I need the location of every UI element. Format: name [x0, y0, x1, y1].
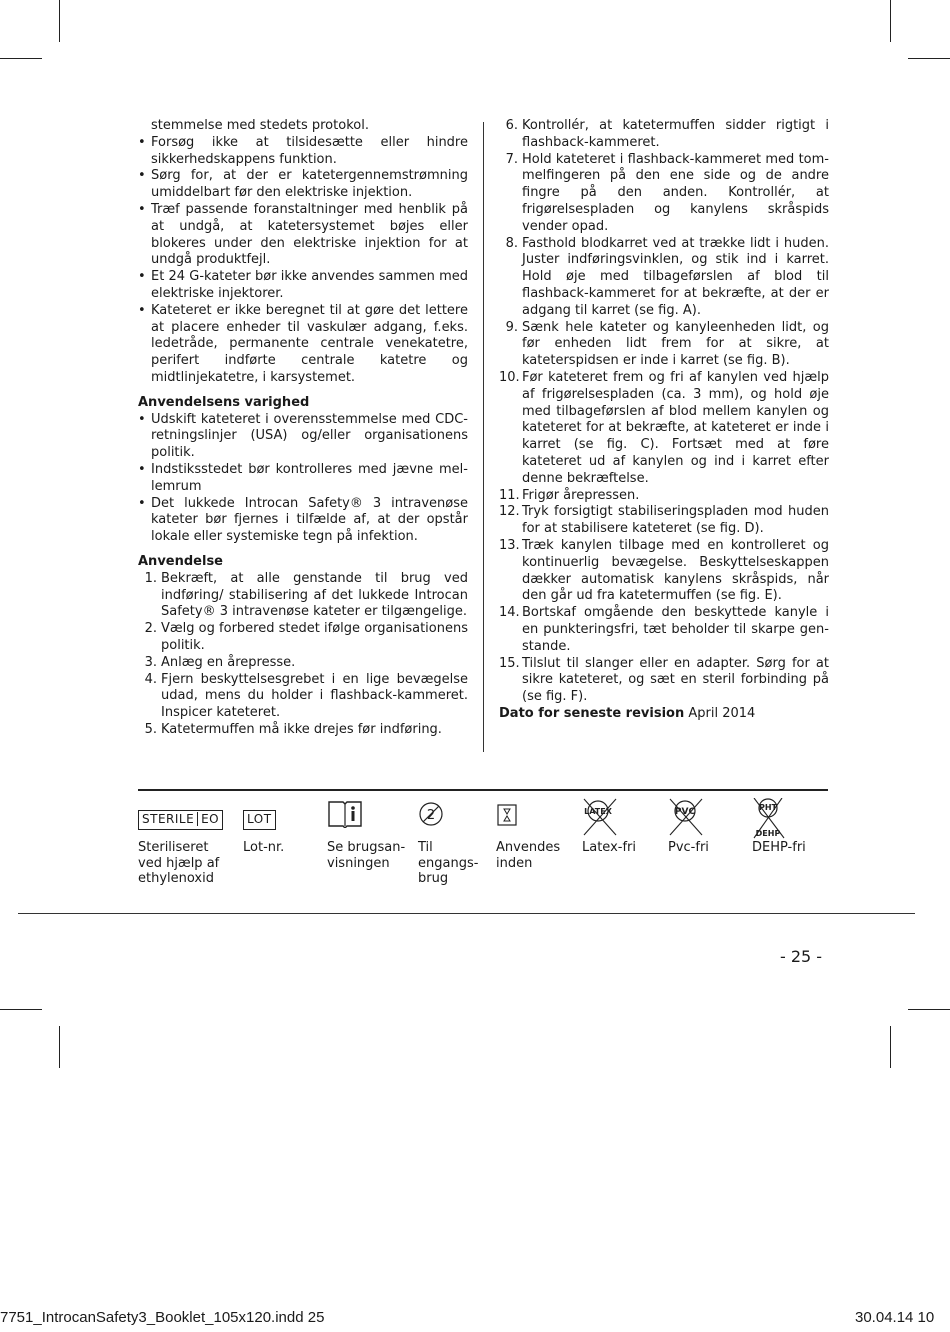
numbered-step: 14. Bortskaf omgående den beskyttede kanyle i en punkteringsfri, tæt beholder til skarpe genstande.: [499, 605, 829, 654]
numbered-step: 6. Kontrollér, at katetermuffen sidder rigtigt i flashback-kammeret.: [505, 118, 829, 150]
numbered-step: 11. Frigør årepressen.: [499, 487, 640, 503]
symbol-instructions: [327, 798, 409, 871]
symbol-caption: Se brugsan-visningen: [327, 840, 406, 871]
symbol-latex-free: [582, 798, 662, 856]
revision-date-line: [499, 706, 829, 723]
list-item: • Forsøg ikke at tilsidesætte eller hindre sikkerhedskappens funktion.: [138, 134, 468, 167]
list-item: • Sørg for, at der er katetergennemstrømning umiddelbart før den elektriske injektion.: [138, 168, 468, 201]
svg-text:LATEX: LATEX: [584, 807, 612, 816]
crop-mark: [908, 1009, 950, 1010]
dehp-free-icon: [752, 798, 788, 840]
right-column: [499, 118, 829, 723]
symbol-single-use: [418, 798, 496, 887]
numbered-step: 12. Tryk forsigtigt stabiliseringspladen mod huden for at stabilisere kateteret (se fig. D).: [499, 504, 829, 537]
symbols-top-rule: [138, 789, 828, 791]
do-not-reuse-icon: [418, 798, 446, 828]
symbol-caption: Pvc-fri: [668, 840, 709, 855]
list-item: • Et 24 G-kateter bør ikke anvendes sammen med elektriske injektorer.: [138, 269, 468, 301]
section-heading-use: Anvendelse: [138, 553, 223, 569]
svg-text:PVC: PVC: [674, 807, 696, 817]
crop-mark: [0, 58, 42, 59]
symbol-lot: [243, 798, 313, 856]
crop-mark: [908, 58, 950, 59]
symbol-use-by: [496, 798, 572, 871]
revision-date: April 2014: [688, 705, 756, 721]
symbol-caption: DEHP-fri: [752, 840, 806, 855]
numbered-step: 5. Katetermuffen må ikke drejes før indføring.: [144, 721, 442, 737]
crop-mark: [890, 0, 891, 42]
list-item: • Det lukkede Introcan Safety® 3 intravenøse kateter bør fjernes i tilfælde af, at der opstår lokale eller systemiske tegn på infektion.: [138, 495, 468, 545]
symbol-caption: Anvendes inden: [496, 840, 561, 871]
list-item: • Kateteret er ikke beregnet til at gøre det lettere at placere enheder til vaskulær adgang, f.eks. ledetråde, permanente centrale venekatetre, perifert indførte centrale katetre og midtlinjekatetre, i karsystemet.: [138, 302, 468, 385]
sterile-eo-icon: STERILE EO: [138, 810, 223, 830]
list-item: • Indstiksstedet bør kontrolleres med jævne mellemrum: [138, 461, 468, 494]
crop-mark: [59, 0, 60, 42]
numbered-step: 3. Anlæg en årepresse.: [144, 654, 296, 670]
list-item: • Træf passende foranstaltninger med henblik på at undgå, at katetersystemet bøjes eller blokeres under den elektriske injektion for at undgå produktfejl.: [138, 201, 468, 268]
section-heading-duration: Anvendelsens varighed: [138, 394, 310, 410]
svg-text:2: 2: [426, 808, 436, 823]
symbol-caption: Latex-fri: [582, 840, 636, 855]
lot-icon: LOT: [243, 810, 276, 830]
pvc-free-icon: [668, 798, 704, 836]
column-divider: [483, 122, 484, 752]
numbered-step: 9. Sænk hele kateter og kanyleenheden lidt, og før enheden lidt frem for at sikre, at kateterspidsen er inde i karret (se fig. B).: [505, 319, 829, 369]
crop-mark: [890, 1026, 891, 1068]
symbol-caption: Steriliseret ved hjælp af ethylenoxid: [138, 840, 220, 886]
svg-text:PHT: PHT: [758, 803, 778, 812]
latex-free-icon: [582, 798, 618, 836]
numbered-step: 2. Vælg og forbered stedet ifølge organisationens politik.: [144, 621, 468, 653]
page-number: - 25 -: [780, 947, 823, 966]
symbol-pvc-free: [668, 798, 748, 856]
print-slug-file: 7751_IntrocanSafety3_Booklet_105x120.indd 25: [0, 1309, 325, 1326]
left-column: [138, 118, 468, 739]
symbol-caption: Lot-nr.: [243, 840, 285, 855]
consult-instructions-icon: [327, 798, 363, 828]
numbered-step: 7. Hold kateteret i flashback-kammeret med tommelfingeren på den ene side og de andre fingre på den anden. Kontrollér, at frigørelsespladen og kanylens skråspids vender opad.: [505, 151, 829, 234]
svg-text:DEHP: DEHP: [755, 829, 781, 838]
hourglass-icon: [496, 798, 520, 828]
numbered-step: 4. Fjern beskyttelsesgrebet i en lige bevægelse udad, mens du holder i flashback-kammeret. Inspicer kateteret.: [144, 671, 468, 721]
symbol-caption: Til engangs-brug: [418, 840, 479, 886]
paragraph-continuation: stemmelse med stedets protokol.: [151, 118, 369, 133]
numbered-step: 10. Før kateteret frem og fri af kanylen ved hjælp af frigørelsespladen (ca. 3 mm), og hold øje med tilbageførslen af blod mellem kanylen og kateteret for at bekræfte, at kateteret er inde i karret (se fig. C). Fortsæt med at føre kateteret ud af kanylen og ind i karret efter denne bekræftelse.: [499, 369, 829, 486]
crop-mark: [0, 1009, 42, 1010]
numbered-step: 8. Fasthold blodkarret ved at trække lidt i huden. Juster indføringsvinklen, og stik ind i karret. Hold øje med tilbageførslen af blod til flashback-kammeret for at bekræfte, at der er adgang til karret (se fig. A).: [505, 235, 829, 318]
symbol-sterile-eo: [138, 798, 234, 887]
revision-label: Dato for seneste revision: [499, 705, 685, 721]
numbered-step: 1. Bekræft, at alle genstande til brug ved indføring/ stabilisering af det lukkede Introcan Safety® 3 intravenøse kateter er tilgængelige.: [144, 570, 468, 620]
bottom-rule: [18, 913, 915, 914]
numbered-step: 13. Træk kanylen tilbage med en kontrolleret og kontinuerlig bevægelse. Beskyttelseskappen dækker automatisk kanylens skråspids, når den går ud fra katetermuffen (se fig. E).: [499, 537, 829, 604]
print-slug-date: 30.04.14 10: [855, 1309, 935, 1326]
crop-mark: [59, 1026, 60, 1068]
symbol-dehp-free: [752, 798, 832, 856]
list-item: • Udskift kateteret i overensstemmelse med CDC-retningslinjer (USA) og/eller organisationens politik.: [138, 411, 468, 461]
numbered-step: 15. Tilslut til slanger eller en adapter. Sørg for at sikre kateteret, og sæt en steril forbinding på (se fig. F).: [499, 655, 829, 705]
